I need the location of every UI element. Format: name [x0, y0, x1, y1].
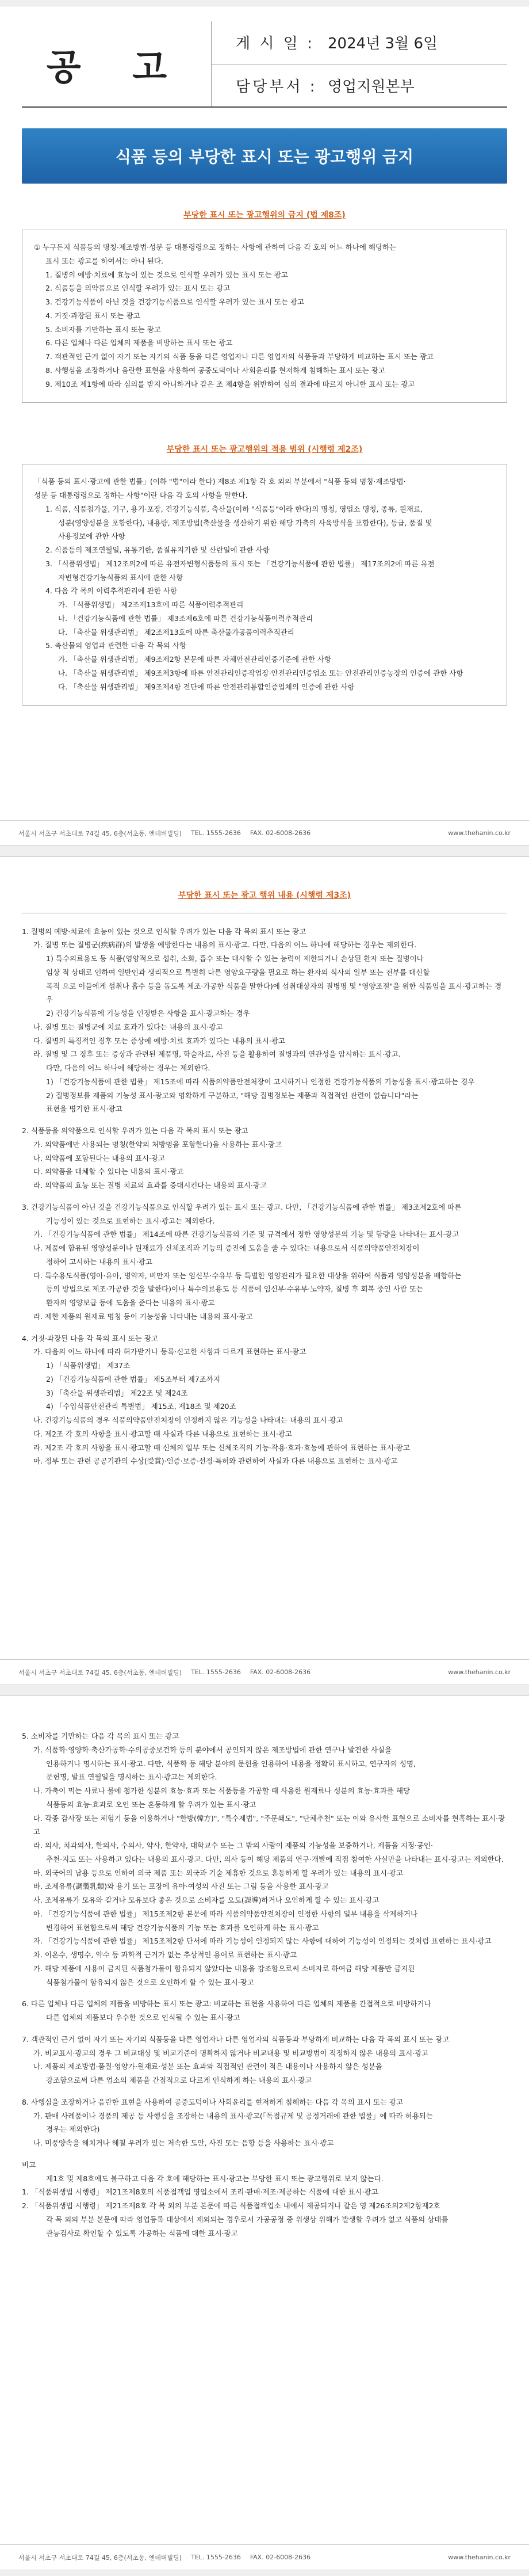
content-line: 기능성이 있는 것으로 표현하는 표시·광고는 제외한다. — [46, 1216, 215, 1225]
content-line: 4) 「수입식품안전관리 특별법」 제15조, 제18조 및 제20조 — [46, 1402, 236, 1411]
scope-section-box — [22, 464, 507, 706]
content-line: 목적 으로 이들에게 섭취나 흡수 등을 돕도록 제조·가공한 식품을 말한다)에 섭취대상자의 질병명 및 "영양조절"을 위한 식품임을 표시·광고하는 경우 — [46, 981, 502, 1004]
scope-section-title: 부당한 표시 또는 광고행위의 적용 범위 (시행령 제2조) — [166, 445, 363, 455]
scope-line: 가. 「식품위생법」 제2조제13호에 따른 식품이력추적관리 — [58, 600, 244, 609]
content-part-2 — [22, 925, 507, 1469]
content-section-title: 부당한 표시 또는 광고 행위 내용 (시행령 제3조) — [178, 891, 351, 900]
content-line: 5. 소비자를 기만하는 다음 각 목의 표시 또는 광고 — [22, 1732, 179, 1740]
content-line: 강조함으로써 다른 업소의 제품을 간접적으로 다르게 인식하게 하는 내용의 표시·광고 — [46, 2076, 312, 2085]
content-line: 2) 질병정보를 제품의 기능성 표시·광고와 명확하게 구분하고, "해당 질병정보는 제품과 직접적인 관련이 없습니다"라는 — [46, 1091, 419, 1100]
scope-line: 1. 식품, 식품첨가물, 기구, 용기·포장, 건강기능식품, 축산물(이하 "식품등"이라 한다)의 명칭, 영업소 명칭, 종류, 원재료, — [45, 504, 423, 513]
page-footer — [0, 2544, 529, 2570]
footer-address: 서울시 서초구 서초대로 74길 45, 6층(서초동, 엔데버빌딩) — [18, 2554, 182, 2562]
notice-page-1 — [0, 6, 529, 846]
scope-line: 다. 「축산물 위생관리법」 제2조제13호에 따른 축산물가공품이력추적관리 — [58, 627, 294, 637]
law-line: 2. 식품등을 의약품으로 인식할 우려가 있는 표시 또는 광고 — [45, 284, 231, 293]
content-line: 2) 「건강기능식품에 관한 법률」 제5조부터 제7조까지 — [46, 1374, 221, 1384]
footer-url: www.thehanin.co.kr — [448, 829, 511, 837]
content-line: 나. 제품에 함유된 영양성분이나 원재료가 신체조직과 기능의 증진에 도움을 줄 수 있다는 내용으로서 식품의약품안전처장이 — [33, 1244, 420, 1253]
scope-line: 사용정보에 관한 사항 — [58, 532, 125, 541]
content-line: 라. 제한 제품의 원재료 명칭 등이 기능성을 나타내는 내용의 표시·광고 — [33, 1312, 253, 1321]
footer-tel: TEL. 1555-2636 — [191, 2554, 241, 2561]
scope-line: 성분 등 대통령령으로 정하는 사항"이란 다음 각 호의 사항을 말한다. — [34, 491, 248, 500]
content-line: 다른 업체의 제품보다 우수한 것으로 인식될 수 있는 표시·광고 — [46, 2013, 240, 2022]
footer-tel: TEL. 1555-2636 — [191, 829, 241, 837]
content-line: 나. 의약품에 포함된다는 내용의 표시·광고 — [33, 1153, 166, 1163]
content-line: 1) 「식품위생법」 제37조 — [46, 1361, 131, 1370]
line-gap — [22, 2087, 507, 2095]
content-line: 6. 다른 업체나 다른 업체의 제품을 비방하는 표시 또는 광고: 비교하는 표현을 사용하여 다른 업체의 제품을 간접적으로 비방하거나 — [22, 1999, 431, 2009]
content-line: 나. 제품의 제조방법·품질·영양가·원재료·성분 또는 효과와 직접적인 관련이 적은 내용이나 사용하지 않은 성분을 — [33, 2062, 382, 2071]
law-line: ① 누구든지 식품등의 명칭·제조방법·성분 등 대통령령으로 정하는 사항에 관하여 다음 각 호의 어느 하나에 해당하는 — [34, 243, 397, 251]
content-line: 자. 「건강기능식품에 관한 법률」 제15조제2항 단서에 따라 기능성이 인정되지 않는 사항에 대하여 기능성이 인정되는 것처럼 표현하는 표시·광고 — [33, 1937, 492, 1946]
line-gap — [22, 2150, 507, 2158]
content-line: 라. 의약품의 효능 또는 질병 치료의 효과를 증대시킨다는 내용의 표시·광고 — [33, 1181, 267, 1190]
posting-date-value: 2024년 3월 6일 — [328, 35, 438, 53]
scope-line: 나. 「건강기능식품에 관한 법률」 제3조제6호에 따른 건강기능식품이력추적관리 — [58, 613, 313, 623]
law-section-box — [22, 230, 507, 403]
posting-date-label: 게 시 일 : — [236, 35, 315, 53]
department-value: 영업지원본부 — [328, 78, 415, 96]
content-line: 3. 건강기능식품이 아닌 것을 건강기능식품으로 인식할 우려가 있는 표시 또는 광고. 다만, 「건강기능식품에 관한 법률」 제3조제2호에 따른 — [22, 1202, 462, 1211]
law-line: 4. 거짓·과장된 표시 또는 광고 — [45, 311, 140, 320]
scope-line: 4. 다음 각 목의 이력추적관리에 관한 사항 — [45, 586, 177, 596]
footer-address: 서울시 서초구 서초대로 74길 45, 6층(서초동, 엔데버빌딩) — [18, 829, 182, 837]
content-line: 2. 「식품위생법 시행령」 제21조제8호 각 목 외의 부분 본문에 따른 식품접객업소 내에서 제공되거나 같은 영 제26조의2제2항제2호 — [22, 2201, 440, 2210]
content-line: 가. 식품학·영양학·축산가공학·수의공중보건학 등의 분야에서 공인되지 않은 제조방법에 관한 연구나 발견한 사실을 — [33, 1745, 392, 1754]
content-line: 차. 이온수, 생명수, 약수 등 과학적 근거가 없는 추상적인 용어로 표현하는 표시·광고 — [33, 1950, 297, 1959]
content-line: 1) 특수의료용도 등 식품(영양적으로 섭취, 소화, 흡수 또는 대사할 수 있는 능력이 제한되거나 손상된 환자 또는 질병이나 — [46, 954, 424, 963]
scope-line: 다. 「축산물 위생관리법」 제9조제4항 전단에 따른 안전관리통합인증업체의 인증에 관한 사항 — [58, 682, 355, 691]
footer-fax: FAX. 02-6008-2636 — [250, 2554, 311, 2561]
content-line: 마. 외국어의 남용 등으로 인하여 외국 제품 또는 외국과 기술 제휴한 것으로 혼동하게 할 우려가 있는 내용의 표시·광고 — [33, 1868, 404, 1877]
notice-page-2 — [0, 856, 529, 1685]
content-line: 표현을 병기한 표시·광고 — [46, 1104, 122, 1114]
content-line: 정하여 고시하는 내용의 표시·광고 — [46, 1257, 152, 1266]
content-line: 나. 미풍양속을 해치거나 해칠 우려가 있는 저속한 도안, 사진 또는 음향 등을 사용하는 표시·광고 — [33, 2139, 334, 2147]
department-label: 담당부서 : — [236, 78, 317, 96]
law-line: 9. 제10조 제1항에 따라 심의를 받지 아니하거나 같은 조 제4항을 위반하여 심의 결과에 따르지 아니한 표시 또는 광고 — [45, 379, 415, 388]
department-row — [212, 64, 507, 107]
page-footer — [0, 1659, 529, 1685]
content-line: 가. 판매 사례품이나 경품의 제공 등 사행심을 조장하는 내용의 표시·광고(「독점규제 및 공정거래에 관한 법률」에 따라 허용되는 — [33, 2111, 433, 2120]
content-line: 추천·지도 또는 사용하고 있다는 내용의 표시·광고. 다만, 의사 등이 해당 제품의 연구·개발에 직접 참여한 사실만을 나타내는 표시·광고는 제외한다. — [46, 1854, 504, 1864]
content-line: 다. 의약품을 대체할 수 있다는 내용의 표시·광고 — [33, 1167, 184, 1176]
content-line: 가. 다음의 어느 하나에 따라 허가받거나 등록·신고한 사항과 다르게 표현하는 표시·광고 — [33, 1347, 306, 1356]
content-line: 라. 제2조 각 호의 사항을 표시·광고할 때 신체의 일부 또는 신체조직의 기능·작용·효과·효능에 관하여 표현하는 표시·광고 — [33, 1443, 410, 1452]
content-line: 아. 「건강기능식품에 관한 법률」 제15조제2항 본문에 따라 식품의약품안전처장이 인정한 사항의 일부 내용을 삭제하거나 — [33, 1909, 418, 1918]
line-gap — [22, 1989, 507, 1997]
content-line: 2. 식품등을 의약품으로 인식할 우려가 있는 다음 각 목의 표시 또는 광고 — [22, 1126, 248, 1135]
content-line: 1. 질병의 예방·치료에 효능이 있는 것으로 인식할 우려가 있는 다음 각 목의 표시 또는 광고 — [22, 927, 306, 936]
content-line: 다. 특수용도식품(영아·유아, 병약자, 비만자 또는 임신부·수유부 등 특별한 영양관리가 필요한 대상을 위하여 식품과 영양성분을 배합하는 — [33, 1271, 462, 1280]
content-line: 카. 해당 제품에 사용이 금지된 식품첨가물이 함유되지 않았다는 내용을 강조함으로써 소비자로 하여금 해당 제품만 금지된 — [33, 1964, 415, 1973]
content-line: 변경하여 표현함으로써 해당 건강기능식품의 기능 또는 효과를 오인하게 하는 표시·광고 — [46, 1923, 319, 1932]
content-line: 4. 거짓·과장된 다음 각 목의 표시 또는 광고 — [22, 1333, 158, 1343]
scope-line: 3. 「식품위생법」 제12조의2에 따른 유전자변형식품등의 표시 또는 「건강기능식품에 관한 법률」 제17조의2에 따른 유전 — [45, 559, 435, 568]
content-line: 다만, 다음의 어느 하나에 해당하는 경우는 제외한다. — [46, 1064, 210, 1073]
law-line: 3. 건강기능식품이 아닌 것을 건강기능식품으로 인식할 우려가 있는 표시 또는 광고 — [45, 298, 305, 306]
scope-line: 「식품 등의 표시·광고에 관한 법률」(이하 "법"이라 한다) 제8조 제1항 각 호 외의 부분에서 "식품 등의 명칭·제조방법· — [34, 477, 406, 486]
content-line: 경우는 제외한다) — [46, 2125, 100, 2134]
content-line: 마. 정부 또는 관련 공공기관의 수상(受賞)·인증·보증·선정·특허와 관련하여 사실과 다른 내용으로 표현하는 표시·광고 — [33, 1457, 398, 1466]
content-line: 가. 「건강기능식품에 관한 법률」 제14조에 따른 건강기능식품의 기준 및 규격에서 정한 영양성분의 기능 및 함량을 나타내는 표시·광고 — [33, 1230, 459, 1239]
notice-header — [22, 21, 507, 108]
content-line: 비고 — [22, 2160, 36, 2169]
content-line: 바. 조제유류(調製乳類)와 용기 또는 포장에 유아·여성의 사진 또는 그림 등을 사용한 표시·광고 — [33, 1882, 329, 1891]
scope-line: 자변형건강기능식품의 표시에 관한 사항 — [58, 573, 183, 582]
scope-line: 2. 식품등의 제조연월일, 유통기한, 품질유지기한 및 산란일에 관한 사항 — [45, 546, 270, 554]
content-line: 가. 질병 또는 질병군(疾病群)의 발생을 예방한다는 내용의 표시·광고. 다만, 다음의 어느 하나에 해당하는 경우는 제외한다. — [33, 940, 417, 950]
content-line: 7. 객관적인 근거 없이 자기 또는 자기의 식품등을 다른 영업자나 다른 영업자의 식품등과 부당하게 비교하는 다음 각 목의 표시 또는 광고 — [22, 2034, 450, 2044]
content-part-3 — [22, 1729, 507, 2240]
scope-line: 5. 축산물의 영업과 관련한 다음 각 목의 사항 — [45, 641, 187, 650]
content-line: 라. 의사, 치과의사, 한의사, 수의사, 약사, 한약사, 대학교수 또는 그 밖의 사람이 제품의 기능성을 보증하거나, 제품을 지정·공인· — [33, 1841, 433, 1850]
content-line: 관능검사로 확인할 수 있도록 가공하는 식품에 대한 표시·광고 — [46, 2228, 238, 2238]
content-line: 2) 건강기능식품에 기능성을 인정받은 사항을 표시·광고하는 경우 — [46, 1009, 250, 1018]
content-line: 1. 「식품위생법 시행령」 제21조제8호의 식품접객업 영업소에서 조리·판매·제조·제공하는 식품에 대한 표시·광고 — [22, 2188, 378, 2197]
scope-line: 가. 「축산물 위생관리법」 제9조제2항 본문에 따른 자체안전관리인증기준에 관한 사항 — [58, 655, 332, 664]
line-gap — [22, 1324, 507, 1332]
footer-url: www.thehanin.co.kr — [448, 1668, 511, 1676]
line-gap — [22, 1192, 507, 1201]
law-section-title: 부당한 표시 또는 광고행위의 금지 (법 제8조) — [183, 211, 346, 220]
notice-page-3 — [0, 1695, 529, 2570]
content-line: 8. 사행심을 조장하거나 음란한 표현을 사용하여 공중도덕이나 사회윤리를 현저하게 침해하는 다음 각 목의 표시 또는 광고 — [22, 2097, 404, 2106]
scope-line: 나. 「축산물 위생관리법」 제9조제3항에 따른 안전관리인증작업장·안전관리인증업소 또는 안전관리인증농장의 인증에 관한 사항 — [58, 668, 463, 677]
content-line: 환자의 영양보급 등에 도움을 준다는 내용의 표시·광고 — [46, 1298, 215, 1308]
content-line: 식품첨가물이 함유되지 않은 것으로 오인하게 할 수 있는 표시·광고 — [46, 1977, 254, 1987]
content-line: 등의 방법으로 제조·가공한 것을 말한다)이나 특수의료용도 등 식품에 임신부·수유부·노약자, 질병 후 회복 중인 사람 또는 — [46, 1285, 423, 1294]
content-line: 가. 의약품에만 사용되는 명칭(한약의 처방명을 포함한다)을 사용하는 표시·광고 — [33, 1140, 282, 1149]
content-line: 3) 「축산물 위생관리법」 제22조 및 제24조 — [46, 1388, 188, 1397]
law-line: 1. 질병의 예방·치료에 효능이 있는 것으로 인식할 우려가 있는 표시 또는 광고 — [45, 270, 288, 279]
law-line: 5. 소비자를 기만하는 표시 또는 광고 — [45, 325, 161, 334]
scope-line: 성분(영양성분을 포함한다), 내용량, 제조방법(축산물을 생산하기 위한 해당 가축의 사육방식을 포함한다), 등급, 품질 및 — [58, 518, 432, 527]
notice-title: 공 고 — [22, 21, 212, 106]
content-line: 문헌명, 발표 연월일을 명시하는 표시·광고는 제외한다. — [46, 1773, 217, 1782]
content-line: 제1호 및 제8호에도 불구하고 다음 각 호에 해당하는 표시·광고는 부당한 표시 또는 광고행위로 보지 않는다. — [46, 2174, 384, 2183]
content-line: 각 목 외의 부분 본문에 따라 영업등록 대상에서 제외되는 경우로서 가공공정 중 위생상 위해가 발생할 우려가 없고 식품의 상태를 — [46, 2215, 448, 2224]
footer-url: www.thehanin.co.kr — [448, 2554, 511, 2561]
content-line: 임상 적 상태로 인하여 일반인과 생리적으로 특별히 다른 영양요구량을 필요로 하는 환자의 식사의 일부 또는 전부를 대신할 — [46, 967, 430, 977]
line-gap — [22, 2025, 507, 2033]
content-line: 사. 조제유류가 모유와 같거나 모유보다 좋은 것으로 소비자를 오도(誤導)하거나 오인하게 할 수 있는 표시·광고 — [33, 1896, 379, 1904]
content-line: 인용하거나 명시하는 표시·광고. 다만, 식품학 등 해당 분야의 문헌을 인용하여 내용을 정확히 표시하고, 연구자의 성명, — [46, 1759, 416, 1768]
content-line: 나. 건강기능식품의 경우 식품의약품안전처장이 인정하지 않은 기능성을 나타내는 내용의 표시·광고 — [33, 1416, 343, 1425]
law-line: 표시 또는 광고를 하여서는 아니 된다. — [45, 256, 163, 265]
content-line: 식품등의 효능·효과로 오인 또는 혼동하게 할 우려가 있는 표시·광고 — [46, 1800, 256, 1809]
law-line: 8. 사행심을 조장하거나 음란한 표현을 사용하여 공중도덕이나 사회윤리를 현저하게 침해하는 표시 또는 광고 — [45, 365, 385, 375]
content-line: 나. 가축이 먹는 사료나 물에 첨가한 성분의 효능·효과 또는 식품등을 가공할 때 사용한 원재료나 성분의 효능·효과를 해당 — [33, 1786, 411, 1795]
footer-address: 서울시 서초구 서초대로 74길 45, 6층(서초동, 엔데버빌딩) — [18, 1668, 182, 1676]
content-line: 나. 질병 또는 질병군에 치료 효과가 있다는 내용의 표시·광고 — [33, 1022, 223, 1031]
footer-fax: FAX. 02-6008-2636 — [250, 1668, 311, 1676]
line-gap — [22, 1116, 507, 1124]
notice-banner: 식품 등의 부당한 표시 또는 광고행위 금지 — [22, 128, 507, 184]
law-line: 6. 다른 업체나 다른 업체의 제품을 비방하는 표시 또는 광고 — [45, 338, 233, 348]
footer-fax: FAX. 02-6008-2636 — [250, 829, 311, 837]
footer-tel: TEL. 1555-2636 — [191, 1668, 241, 1676]
content-line: 가. 비교표시·광고의 경우 그 비교대상 및 비교기준이 명확하지 않거나 비교내용 및 비교방법이 적정하지 않은 내용의 표시·광고 — [33, 2048, 429, 2057]
content-line: 다. 제2조 각 호의 사항을 표시·광고할 때 사실과 다른 내용으로 표현하는 표시·광고 — [33, 1429, 292, 1438]
page-footer — [0, 820, 529, 845]
law-line: 7. 객관적인 근거 없이 자기 또는 자기의 식품 등을 다른 영업자나 다른 영업자의 식품등과 부당하게 비교하는 표시 또는 광고 — [45, 352, 434, 361]
content-line: 다. 각종 감사장 또는 체험기 등을 이용하거나 "한방(韓方)", "특수제법", "주문쇄도", "단체추천" 또는 이와 유사한 표현으로 소비자를 현혹하는 표시·광고 — [33, 1813, 505, 1836]
content-line: 다. 질병의 특징적인 징후 또는 증상에 예방·치료 효과가 있다는 내용의 표시·광고 — [33, 1036, 286, 1045]
posting-date-row — [212, 21, 507, 64]
content-line: 라. 질병 및 그 징후 또는 증상과 관련된 제품명, 학술자료, 사진 등을 활용하여 질병과의 연관성을 암시하는 표시·광고. — [33, 1050, 401, 1059]
content-line: 1) 「건강기능식품에 관한 법률」 제15조에 따라 식품의약품안전처장이 고시하거나 인정한 건강기능식품의 기능성을 표시·광고하는 경우 — [46, 1077, 475, 1086]
